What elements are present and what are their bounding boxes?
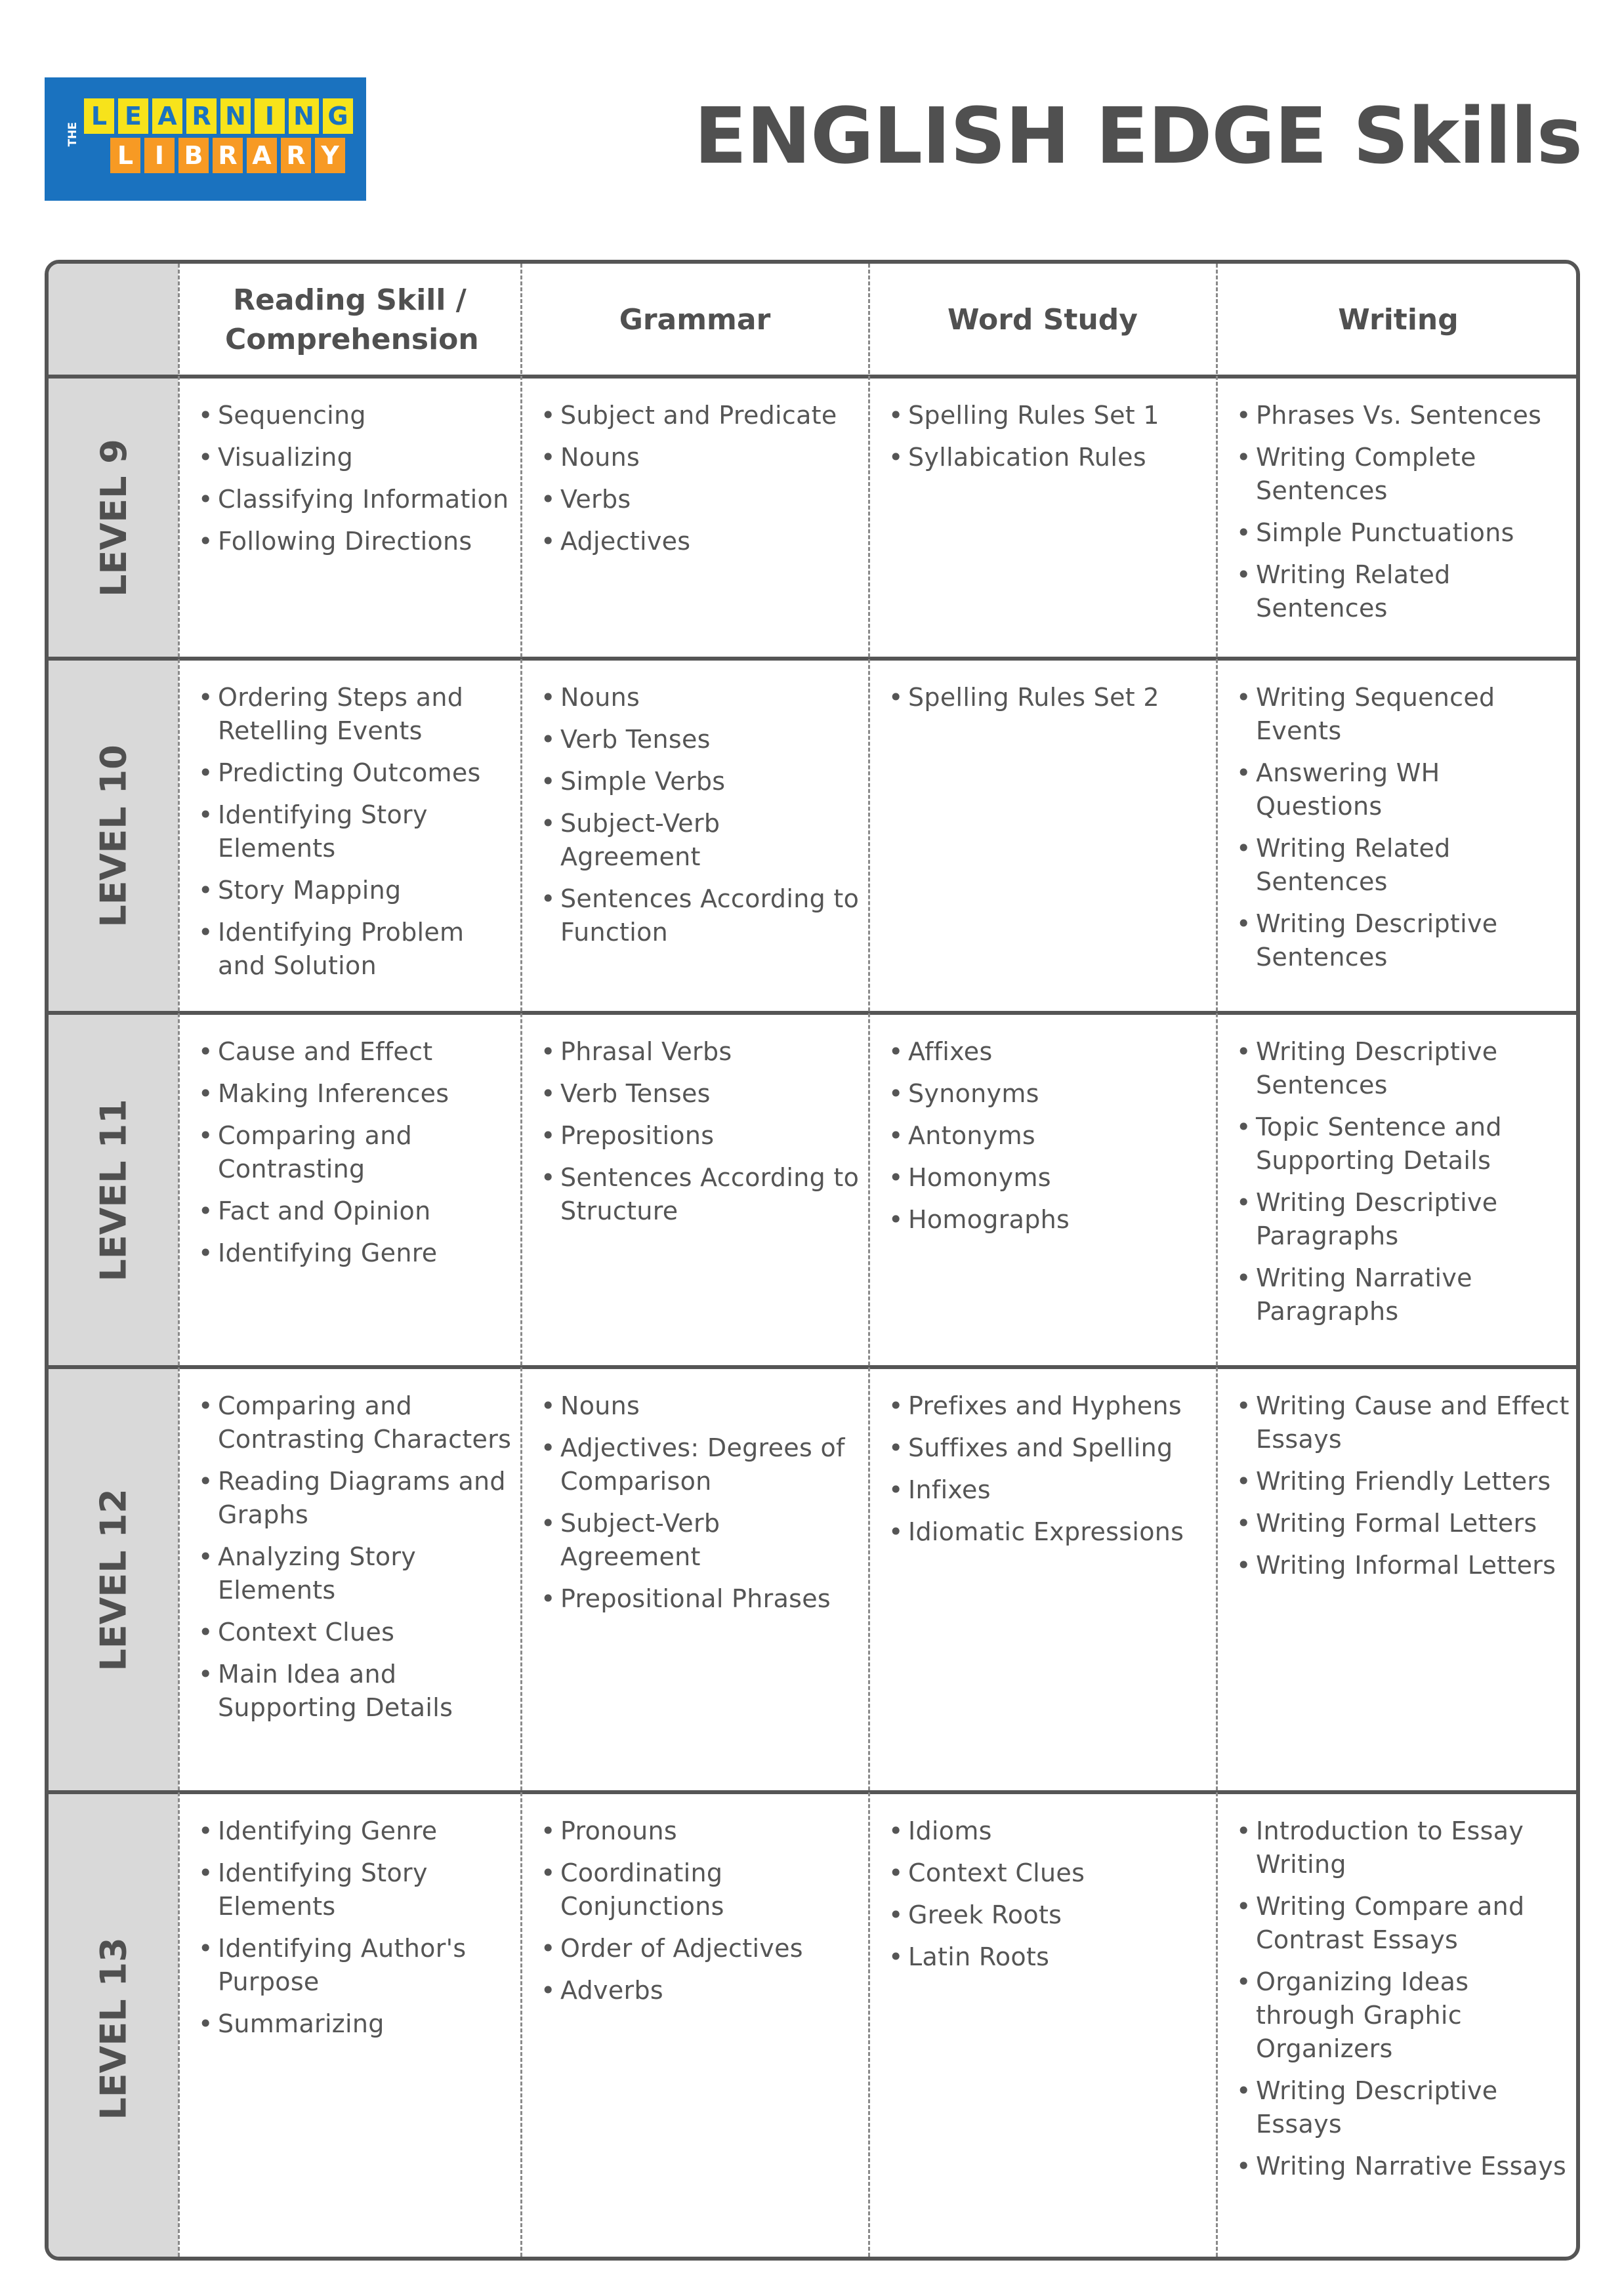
skill-item: • Prepositions <box>541 1119 862 1153</box>
skill-list <box>1236 1035 1573 1328</box>
logo-word-library <box>110 138 345 173</box>
level-label-text: LEVEL 11 <box>93 1098 135 1282</box>
col-grammar-cell <box>541 377 862 567</box>
skill-item: • Identifying Genre <box>198 1237 514 1270</box>
skill-item: • Order of Adjectives <box>541 1932 862 1965</box>
skill-list <box>1236 1389 1573 1582</box>
skill-item: • Syllabication Rules <box>888 441 1210 474</box>
skill-item: • Pronouns <box>541 1814 862 1848</box>
level-label-text: LEVEL 13 <box>93 1937 135 2120</box>
skill-item: • Suffixes and Spelling <box>888 1431 1210 1465</box>
col-writing-cell <box>1236 659 1573 983</box>
level-label <box>49 659 178 1013</box>
skill-item: • Idiomatic Expressions <box>888 1515 1210 1549</box>
skill-item: • Antonyms <box>888 1119 1210 1153</box>
skill-item: • Infixes <box>888 1473 1210 1507</box>
skill-list <box>1236 681 1573 974</box>
column-divider <box>868 264 870 2257</box>
skill-item: • Homographs <box>888 1203 1210 1237</box>
skill-item: • Subject-Verb Agreement <box>541 807 862 874</box>
skill-item: • Writing Narrative Essays <box>1236 2150 1573 2183</box>
skill-item: • Writing Cause and Effect Essays <box>1236 1389 1573 1456</box>
logo-letter-tile: N <box>289 98 319 134</box>
skill-item: • Writing Descriptive Essays <box>1236 2074 1573 2141</box>
skill-item: • Phrasal Verbs <box>541 1035 862 1069</box>
skill-item: • Subject and Predicate <box>541 399 862 432</box>
logo-letter-tile: A <box>247 138 277 173</box>
logo-letter-tile: R <box>213 138 243 173</box>
skills-table <box>45 260 1580 2261</box>
skill-item: • Writing Informal Letters <box>1236 1549 1573 1582</box>
skill-item: • Comparing and Contrasting <box>198 1119 514 1186</box>
skill-item: • Latin Roots <box>888 1940 1210 1974</box>
level-label <box>49 377 178 659</box>
skill-item: • Sequencing <box>198 399 514 432</box>
col-reading-cell <box>198 1013 514 1279</box>
col-reading-cell <box>198 659 514 991</box>
skill-item: • Phrases Vs. Sentences <box>1236 399 1573 432</box>
skill-item: • Main Idea and Supporting Details <box>198 1658 514 1725</box>
header-col-writing: Writing <box>1338 303 1459 337</box>
skill-item: • Nouns <box>541 441 862 474</box>
skill-item: • Writing Related Sentences <box>1236 558 1573 625</box>
skill-item: • Ordering Steps and Retelling Events <box>198 681 514 748</box>
skill-list <box>541 399 862 558</box>
logo-letter-tile: L <box>84 98 114 134</box>
skill-item: • Synonyms <box>888 1077 1210 1111</box>
skill-item: • Writing Related Sentences <box>1236 832 1573 899</box>
skill-item: • Writing Compare and Contrast Essays <box>1236 1890 1573 1957</box>
logo-letter-tile: Y <box>315 138 345 173</box>
skill-item: • Prepositional Phrases <box>541 1582 862 1616</box>
skill-item: • Identifying Story Elements <box>198 798 514 865</box>
logo-the-letters: THE <box>66 122 79 147</box>
level-label <box>49 1792 178 2261</box>
level-label-text: LEVEL 12 <box>93 1488 135 1671</box>
level-label-text: LEVEL 10 <box>93 744 135 928</box>
skill-list <box>888 399 1210 474</box>
skill-item: • Affixes <box>888 1035 1210 1069</box>
col-writing-cell <box>1236 1792 1573 2192</box>
skill-item: • Simple Punctuations <box>1236 516 1573 550</box>
skill-item: • Greek Roots <box>888 1898 1210 1932</box>
logo-the <box>64 98 81 171</box>
skill-item: • Writing Sequenced Events <box>1236 681 1573 748</box>
skill-item: • Answering WH Questions <box>1236 756 1573 823</box>
skill-item: • Verb Tenses <box>541 723 862 756</box>
skill-list <box>198 1389 514 1725</box>
skill-item: • Simple Verbs <box>541 765 862 798</box>
header-col-grammar: Grammar <box>619 303 771 337</box>
level-label-text: LEVEL 9 <box>93 438 135 597</box>
skill-list <box>198 1814 514 2041</box>
level-label <box>49 1367 178 1792</box>
skill-item: • Sentences According to Structure <box>541 1161 862 1228</box>
col-word-study-cell <box>888 1792 1210 1982</box>
skill-item: • Subject-Verb Agreement <box>541 1507 862 1574</box>
skill-item: • Adjectives: Degrees of Comparison <box>541 1431 862 1498</box>
skill-item: • Cause and Effect <box>198 1035 514 1069</box>
skill-list <box>541 1035 862 1228</box>
skill-item: • Comparing and Contrasting Characters <box>198 1389 514 1456</box>
skill-list <box>541 1389 862 1616</box>
skill-item: • Idioms <box>888 1814 1210 1848</box>
logo-letter-tile: B <box>178 138 209 173</box>
col-reading-cell <box>198 377 514 567</box>
skill-item: • Identifying Author's Purpose <box>198 1932 514 1999</box>
skill-item: • Writing Descriptive Sentences <box>1236 907 1573 974</box>
col-word-study-cell <box>888 1367 1210 1557</box>
skill-item: • Context Clues <box>198 1616 514 1649</box>
level-label <box>49 1013 178 1367</box>
skill-list <box>888 1035 1210 1237</box>
skill-item: • Sentences According to Function <box>541 882 862 949</box>
skill-item: • Identifying Story Elements <box>198 1856 514 1923</box>
learning-library-logo <box>45 77 366 201</box>
col-grammar-cell <box>541 659 862 958</box>
skill-item: • Writing Formal Letters <box>1236 1507 1573 1540</box>
skill-item: • Adverbs <box>541 1974 862 2007</box>
col-writing-cell <box>1236 377 1573 634</box>
logo-letter-tile: E <box>118 98 148 134</box>
skill-item: • Writing Complete Sentences <box>1236 441 1573 508</box>
col-writing-cell <box>1236 1367 1573 1591</box>
skill-item: • Nouns <box>541 681 862 714</box>
logo-letter-tile: A <box>152 98 182 134</box>
skill-item: • Writing Friendly Letters <box>1236 1465 1573 1498</box>
skill-item: • Identifying Problem and Solution <box>198 916 514 983</box>
col-grammar-cell <box>541 1367 862 1624</box>
page-title: ENGLISH EDGE Skills <box>694 91 1582 181</box>
skill-item: • Spelling Rules Set 2 <box>888 681 1210 714</box>
col-word-study-cell <box>888 1013 1210 1245</box>
skill-item: • Organizing Ideas through Graphic Organizers <box>1236 1965 1573 2066</box>
skill-item: • Identifying Genre <box>198 1814 514 1848</box>
column-divider <box>520 264 522 2257</box>
logo-word-learning <box>84 98 353 134</box>
logo-letter-tile: R <box>186 98 217 134</box>
logo-letter-tile: I <box>144 138 175 173</box>
skill-list <box>1236 399 1573 625</box>
skill-item: • Summarizing <box>198 2007 514 2041</box>
header-col-word-study: Word Study <box>947 303 1138 337</box>
logo-letter-tile: I <box>255 98 285 134</box>
column-divider <box>1216 264 1218 2257</box>
col-grammar-cell <box>541 1013 862 1237</box>
skill-item: • Homonyms <box>888 1161 1210 1195</box>
skill-item: • Introduction to Essay Writing <box>1236 1814 1573 1881</box>
logo-letter-tile: L <box>110 138 140 173</box>
skill-list <box>198 1035 514 1270</box>
skill-item: • Story Mapping <box>198 874 514 907</box>
skill-list <box>198 681 514 983</box>
logo-letter-tile: N <box>220 98 251 134</box>
col-word-study-cell <box>888 659 1210 723</box>
skill-item: • Topic Sentence and Supporting Details <box>1236 1111 1573 1178</box>
skill-item: • Verb Tenses <box>541 1077 862 1111</box>
skill-item: • Writing Narrative Paragraphs <box>1236 1261 1573 1328</box>
skill-list <box>541 1814 862 2007</box>
skill-item: • Adjectives <box>541 525 862 558</box>
skill-item: • Verbs <box>541 483 862 516</box>
skill-item: • Reading Diagrams and Graphs <box>198 1465 514 1532</box>
col-word-study-cell <box>888 377 1210 483</box>
col-writing-cell <box>1236 1013 1573 1337</box>
skill-item: • Nouns <box>541 1389 862 1423</box>
skill-list <box>888 681 1210 714</box>
skill-item: • Writing Descriptive Sentences <box>1236 1035 1573 1102</box>
skill-item: • Following Directions <box>198 525 514 558</box>
skill-item: • Fact and Opinion <box>198 1195 514 1228</box>
skill-item: • Analyzing Story Elements <box>198 1540 514 1607</box>
col-grammar-cell <box>541 1792 862 2016</box>
skill-item: • Writing Descriptive Paragraphs <box>1236 1186 1573 1253</box>
skill-item: • Coordinating Conjunctions <box>541 1856 862 1923</box>
skill-list <box>541 681 862 949</box>
skill-item: • Prefixes and Hyphens <box>888 1389 1210 1423</box>
skill-item: • Context Clues <box>888 1856 1210 1890</box>
col-reading-cell <box>198 1367 514 1733</box>
skill-item: • Classifying Information <box>198 483 514 516</box>
logo-letter-tile: R <box>281 138 311 173</box>
col-reading-cell <box>198 1792 514 2049</box>
skill-item: • Predicting Outcomes <box>198 756 514 790</box>
header-col-reading: Reading Skill / Comprehension <box>225 283 479 356</box>
skill-list <box>888 1389 1210 1549</box>
logo-letter-tile: G <box>323 98 353 134</box>
skill-item: • Spelling Rules Set 1 <box>888 399 1210 432</box>
skill-list <box>198 399 514 558</box>
skill-item: • Visualizing <box>198 441 514 474</box>
skill-list <box>888 1814 1210 1974</box>
skill-item: • Making Inferences <box>198 1077 514 1111</box>
skill-list <box>1236 1814 1573 2183</box>
